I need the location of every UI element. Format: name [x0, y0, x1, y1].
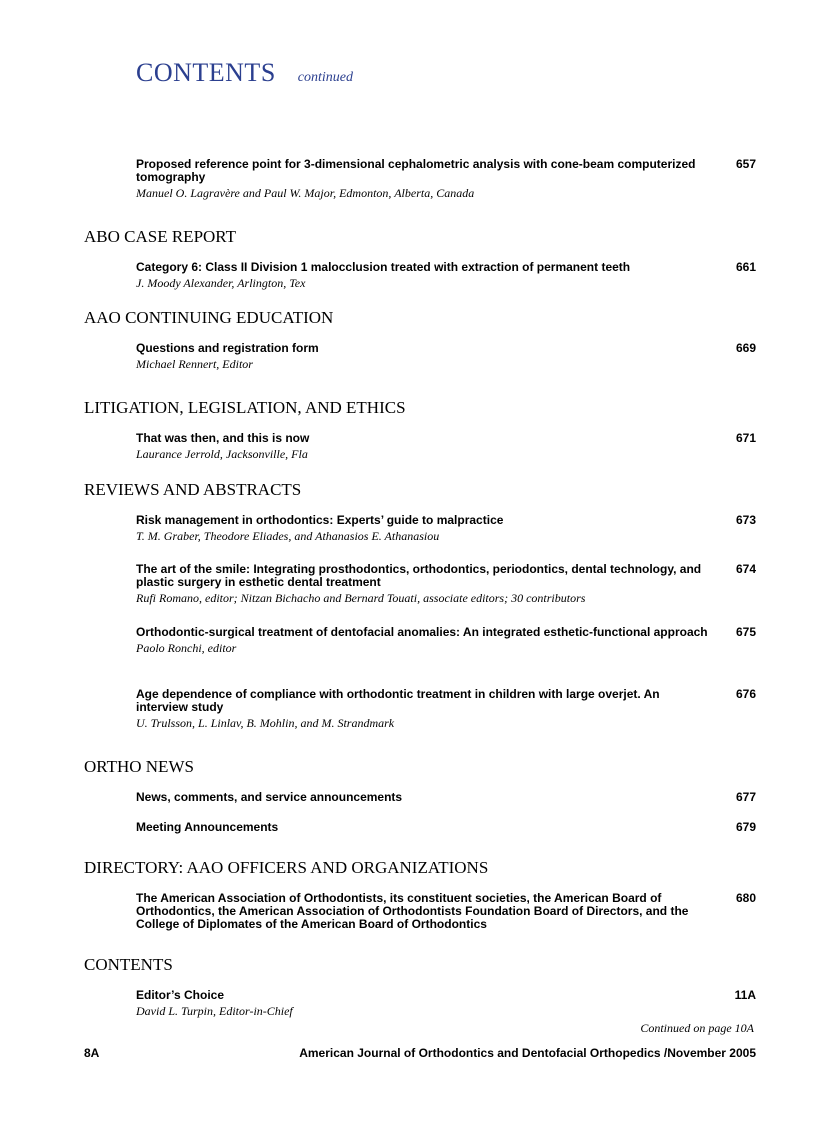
entry-page: 675	[735, 625, 756, 639]
entry-title[interactable]: Orthodontic-surgical treatment of dentofacial anomalies: An integrated esthetic-functional approach	[136, 625, 708, 639]
page-title: CONTENTS	[136, 58, 276, 87]
toc-entry[interactable]	[136, 791, 756, 804]
section-heading: REVIEWS AND ABSTRACTS	[84, 480, 302, 499]
entry-page: 11A	[734, 988, 756, 1002]
entry-authors: Laurance Jerrold, Jacksonville, Fla	[136, 447, 308, 461]
entry-title[interactable]: The art of the smile: Integrating prosthodontics, orthodontics, periodontics, dental technology, and plastic surgery in esthetic dental treatment	[136, 562, 702, 589]
entry-authors: Manuel O. Lagravère and Paul W. Major, Edmonton, Alberta, Canada	[136, 186, 475, 200]
entry-page: 676	[735, 687, 756, 701]
entry-authors: Paolo Ronchi, editor	[136, 641, 237, 655]
toc-entry[interactable]	[136, 432, 756, 462]
entry-page: 674	[735, 562, 756, 576]
toc-entry[interactable]	[136, 563, 756, 606]
entry-authors: David L. Turpin, Editor-in-Chief	[136, 1004, 293, 1018]
entry-authors: Rufi Romano, editor; Nitzan Bichacho and Bernard Touati, associate editors; 30 contributors	[136, 591, 586, 605]
section-heading: LITIGATION, LEGISLATION, AND ETHICS	[84, 398, 406, 417]
entry-page: 661	[735, 260, 756, 274]
footer-page-number: 8A	[84, 1046, 100, 1060]
toc-entry[interactable]	[136, 626, 756, 656]
toc-entry[interactable]	[136, 158, 756, 201]
section-heading: DIRECTORY: AAO OFFICERS AND ORGANIZATIONS	[84, 858, 489, 877]
entry-title[interactable]: News, comments, and service announcements	[136, 790, 403, 804]
toc-entry[interactable]	[136, 892, 756, 931]
entry-page: 671	[735, 431, 756, 445]
entry-page: 677	[735, 790, 756, 804]
entry-authors: Michael Rennert, Editor	[136, 357, 253, 371]
entry-title[interactable]: Age dependence of compliance with orthodontic treatment in children with large overjet. An interview study	[136, 687, 660, 714]
section-heading: ORTHO NEWS	[84, 757, 194, 776]
entry-page: 669	[735, 341, 756, 355]
toc-entry[interactable]	[136, 821, 756, 834]
entry-title[interactable]: Questions and registration form	[136, 341, 319, 355]
toc-entry[interactable]	[136, 688, 756, 731]
entry-title[interactable]: Editor’s Choice	[136, 988, 225, 1002]
entry-title[interactable]: The American Association of Orthodontists, its constituent societies, the American Board of Orthodontics, the American Association of Orthodontists Foundation Board of Directors, and the College of Diplomates of the American Board of Orthodontics	[136, 891, 689, 931]
page-subtitle: continued	[297, 70, 353, 85]
entry-page: 673	[735, 513, 756, 527]
toc-entry[interactable]	[136, 514, 756, 544]
toc-entry[interactable]	[136, 342, 756, 372]
entry-title[interactable]: Meeting Announcements	[136, 820, 279, 834]
page-header	[136, 58, 353, 88]
entry-authors: T. M. Graber, Theodore Eliades, and Athanasios E. Athanasiou	[136, 529, 440, 543]
entry-page: 657	[735, 157, 756, 171]
entry-page: 680	[735, 891, 756, 905]
entry-title[interactable]: That was then, and this is now	[136, 431, 310, 445]
entry-title[interactable]: Category 6: Class II Division 1 malocclusion treated with extraction of permanent teeth	[136, 260, 631, 274]
section-heading: AAO CONTINUING EDUCATION	[84, 308, 334, 327]
section-heading: ABO CASE REPORT	[84, 227, 237, 246]
entry-title[interactable]: Proposed reference point for 3-dimensional cephalometric analysis with cone-beam computerized tomography	[136, 157, 696, 184]
entry-authors: U. Trulsson, L. Linlav, B. Mohlin, and M. Strandmark	[136, 716, 395, 730]
continued-note: Continued on page 10A	[640, 1021, 754, 1035]
entry-authors: J. Moody Alexander, Arlington, Tex	[136, 276, 306, 290]
entry-page: 679	[735, 820, 756, 834]
footer-journal: American Journal of Orthodontics and Dentofacial Orthopedics /November 2005	[299, 1046, 756, 1060]
section-heading: CONTENTS	[84, 955, 173, 974]
toc-entry[interactable]	[136, 989, 756, 1019]
toc-entry[interactable]	[136, 261, 756, 291]
entry-title[interactable]: Risk management in orthodontics: Experts’ guide to malpractice	[136, 513, 504, 527]
